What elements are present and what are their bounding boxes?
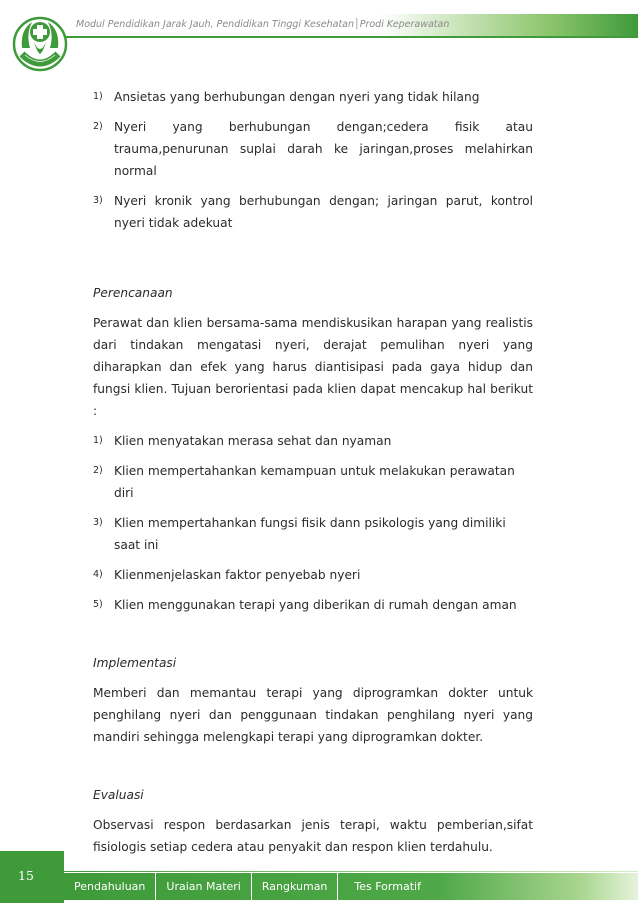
nav-rangkuman[interactable]: Rangkuman [252, 873, 339, 900]
list-number: 2) [93, 121, 103, 132]
list-item [93, 86, 533, 108]
list-text: Ansietas yang berhubungan dengan nyeri yang tidak hilang [114, 90, 480, 104]
list-item [93, 190, 533, 234]
list-number: 1) [93, 435, 103, 446]
goals-list [93, 430, 533, 616]
nav-pendahuluan[interactable]: Pendahuluan [64, 873, 156, 900]
list-number: 2) [93, 465, 103, 476]
list-text: Klienmenjelaskan faktor penyebab nyeri [114, 568, 361, 582]
list-text: Nyeri kronik yang berhubungan dengan; jaringan parut, kontrol nyeri tidak adekuat [114, 194, 533, 230]
list-text: Klien mempertahankan kemampuan untuk melakukan perawatan diri [114, 464, 515, 500]
evaluasi-body: Observasi respon berdasarkan jenis terapi, waktu pemberian,sifat fisiologis setiap cedera atau penyakit dan respon klien terdahulu. [93, 818, 533, 854]
list-number: 3) [93, 517, 103, 528]
footer-nav [64, 873, 431, 900]
page-content [93, 86, 533, 858]
section-title-perencanaan: Perencanaan [93, 286, 173, 300]
list-text: Klien mempertahankan fungsi fisik dann psikologis yang dimiliki saat ini [114, 516, 506, 552]
perencanaan-body: Perawat dan klien bersama-sama mendiskusikan harapan yang realistis dari tindakan mengatasi nyeri, derajat pemulihan nyeri yang diharapkan dan efek yang harus diantisipasi pada gaya hidup dan fungsi klien. Tujuan berorientasi pada klien dapat mencakup hal berikut : [93, 316, 533, 418]
list-item [93, 116, 533, 182]
list-number: 4) [93, 569, 103, 580]
list-number: 3) [93, 195, 103, 206]
page-number: 15 [18, 868, 34, 883]
list-text: Nyeri yang berhubungan dengan;cedera fisik atau trauma,penurunan suplai darah ke jaringan,proses melahirkan normal [114, 120, 533, 178]
footer-divider [64, 871, 638, 872]
list-number: 1) [93, 91, 103, 102]
list-item [93, 460, 533, 504]
list-number: 5) [93, 599, 103, 610]
implementasi-body: Memberi dan memantau terapi yang diprogramkan dokter untuk penghilang nyeri dan penggunaan tindakan penghilang nyeri yang mandiri sehingga melengkapi terapi yang diprogramkan dokter. [93, 686, 533, 744]
section-title-implementasi: Implementasi [93, 656, 177, 670]
section-title-evaluasi: Evaluasi [93, 788, 144, 802]
list-text: Klien menyatakan merasa sehat dan nyaman [114, 434, 392, 448]
diagnosis-list [93, 86, 533, 234]
bakti-husada-logo-icon [12, 8, 68, 84]
list-item [93, 564, 533, 586]
list-text: Klien menggunakan terapi yang diberikan di rumah dengan aman [114, 598, 517, 612]
list-item [93, 512, 533, 556]
header-text: Modul Pendidikan Jarak Jauh, Pendidikan Tinggi Kesehatan│Prodi Keperawatan [76, 19, 450, 30]
list-item [93, 430, 533, 452]
list-item [93, 594, 533, 616]
nav-tes-formatif[interactable]: Tes Formatif [354, 880, 421, 893]
nav-uraian-materi[interactable]: Uraian Materi [156, 873, 251, 900]
